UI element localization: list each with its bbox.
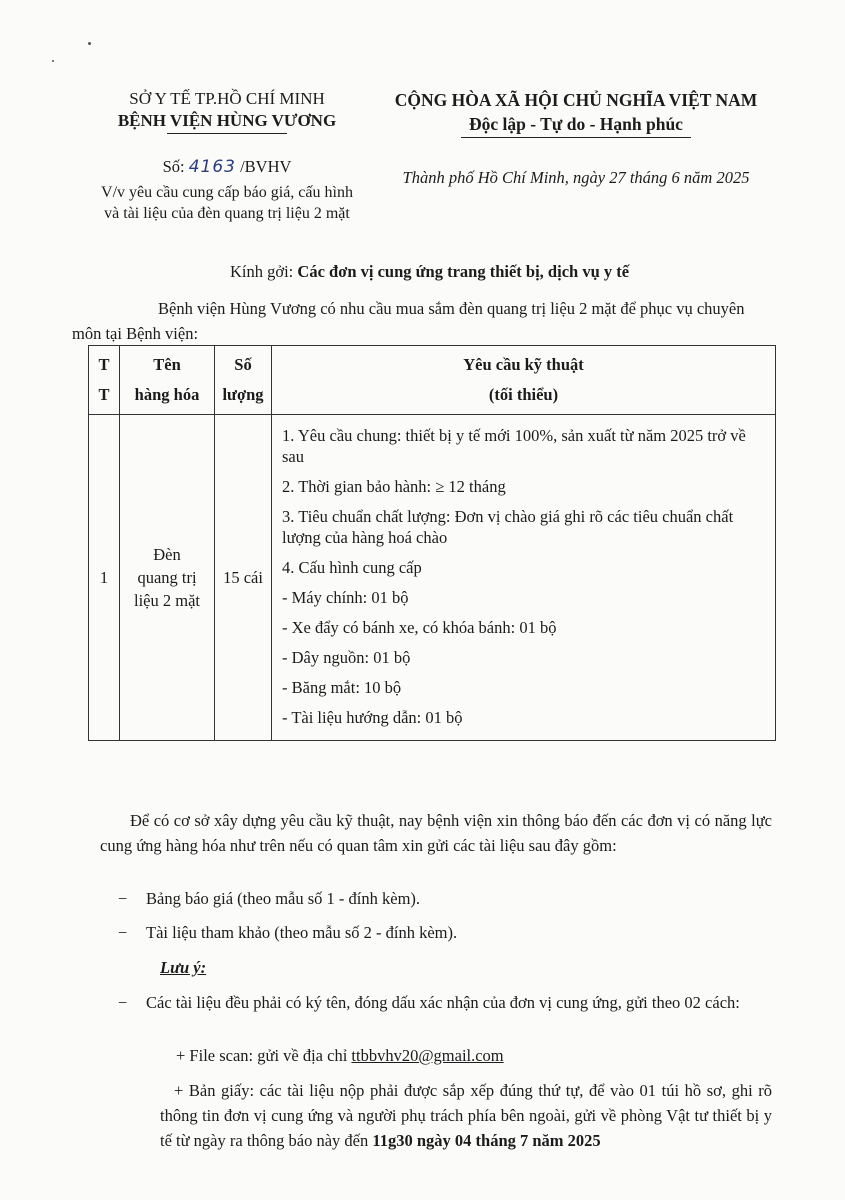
salutation xyxy=(230,262,629,282)
issuer-hospital: BỆNH VIỆN HÙNG VƯƠNG xyxy=(117,111,337,130)
header-requirements xyxy=(272,346,776,415)
cell-requirements xyxy=(272,415,776,741)
header-text: Số xyxy=(234,355,252,374)
header-text: hàng hóa xyxy=(134,385,200,404)
requirement-line: 1. Yêu cầu chung: thiết bị y tế mới 100%, sản xuất từ năm 2025 trở về sau xyxy=(282,426,746,466)
scan-speck xyxy=(88,42,91,45)
requirement-line: - Tài liệu hướng dẫn: 01 bộ xyxy=(282,708,463,727)
email-link[interactable]: ttbbvhv20@gmail.com xyxy=(351,1046,504,1065)
header-name xyxy=(120,346,215,415)
requirement-line: - Băng mắt: 10 bộ xyxy=(282,678,402,697)
dash-bullet: − xyxy=(118,889,128,908)
table-header-row xyxy=(89,346,776,415)
subject-line: và tài liệu của đèn quang trị liệu 2 mặt xyxy=(104,205,350,222)
header-text: (tối thiểu) xyxy=(488,385,559,404)
national-motto: Độc lập - Tự do - Hạnh phúc xyxy=(469,114,683,134)
document-number-suffix: /BVHV xyxy=(235,157,292,176)
paper-option-text: + Bản giấy: các tài liệu nộp phải được sắp xếp đúng thứ tự, để vào 01 túi hồ sơ, ghi rõ thông tin đơn vị cung ứng và người phụ trách phía bên ngoài, gửi về phòng Vật tư thiết bị y tế từ ngày ra thông báo này đến xyxy=(160,1081,772,1150)
intro-paragraph: Bệnh viện Hùng Vương có nhu cầu mua sắm đèn quang trị liệu 2 mặt để phục vụ chuyên môn tại Bệnh viện: xyxy=(72,299,745,343)
requirement-line: - Máy chính: 01 bộ xyxy=(282,588,409,607)
note-title: Lưu ý: xyxy=(160,958,207,977)
dash-bullet: − xyxy=(118,993,128,1012)
cell-name-line: Đèn xyxy=(153,545,181,564)
scan-speck xyxy=(52,60,54,62)
list-item-text: Bảng báo giá (theo mẫu số 1 - đính kèm). xyxy=(146,889,421,908)
national-motto-header xyxy=(372,88,780,138)
paper-option xyxy=(160,1078,772,1153)
cell-name-line: liệu 2 mặt xyxy=(134,591,200,610)
cell-name xyxy=(120,415,215,741)
document-number-prefix: Số: xyxy=(162,157,189,176)
salutation-recipient: Các đơn vị cung ứng trang thiết bị, dịch vụ y tế xyxy=(297,262,630,281)
requirement-line: - Xe đẩy có bánh xe, có khóa bánh: 01 bộ xyxy=(282,618,557,637)
issuer-underline xyxy=(167,133,287,134)
list-item xyxy=(118,920,457,945)
dateline: Thành phố Hồ Chí Minh, ngày 27 tháng 6 năm 2025 xyxy=(402,168,750,187)
document-subject xyxy=(72,182,382,224)
national-title: CỘNG HÒA XÃ HỘI CHỦ NGHĨA VIỆT NAM xyxy=(394,90,758,110)
scan-option-text: + File scan: gửi về địa chỉ xyxy=(176,1046,352,1065)
issuer-header xyxy=(72,88,382,134)
requirement-line: 4. Cấu hình cung cấp xyxy=(282,558,422,577)
header-text: lượng xyxy=(222,385,264,404)
header-text: T xyxy=(98,355,110,374)
document-number xyxy=(72,156,382,178)
note-item xyxy=(118,990,772,1015)
note-item-text: Các tài liệu đều phải có ký tên, đóng dấu xác nhận của đơn vị cung ứng, gửi theo 02 cách: xyxy=(146,993,740,1012)
motto-underline xyxy=(461,137,691,138)
spec-table xyxy=(88,345,776,741)
document-number-handwritten: 4163 xyxy=(188,157,236,177)
salutation-label: Kính gởi: xyxy=(230,262,298,281)
requirement-line: 3. Tiêu chuẩn chất lượng: Đơn vị chào giá ghi rõ các tiêu chuẩn chất lượng của hàng hoá chào xyxy=(282,507,734,547)
list-item-text: Tài liệu tham khảo (theo mẫu số 2 - đính kèm). xyxy=(146,923,458,942)
deadline: 11g30 ngày 04 tháng 7 năm 2025 xyxy=(372,1131,601,1150)
cell-tt: 1 xyxy=(89,415,120,741)
table-row xyxy=(89,415,776,741)
scan-option xyxy=(176,1046,504,1066)
requirement-line: - Dây nguồn: 01 bộ xyxy=(282,648,411,667)
requirement-line: 2. Thời gian bảo hành: ≥ 12 tháng xyxy=(282,477,506,496)
issuer-department: SỞ Y TẾ TP.HỒ CHÍ MINH xyxy=(129,89,325,108)
body-paragraph: Để có cơ sở xây dựng yêu cầu kỹ thuật, nay bệnh viện xin thông báo đến các đơn vị có năng lực cung ứng hàng hóa như trên nếu có quan tâm xin gửi các tài liệu sau đây gồm: xyxy=(100,811,772,855)
header-text: Yêu cầu kỹ thuật xyxy=(463,355,584,374)
cell-name-line: quang trị xyxy=(137,568,197,587)
header-text: Tên xyxy=(153,355,181,374)
header-qty xyxy=(215,346,272,415)
list-item xyxy=(118,886,420,911)
dash-bullet: − xyxy=(118,923,128,942)
subject-line: V/v yêu cầu cung cấp báo giá, cấu hình xyxy=(101,184,353,201)
header-tt xyxy=(89,346,120,415)
header-text: T xyxy=(98,385,110,404)
cell-qty: 15 cái xyxy=(215,415,272,741)
